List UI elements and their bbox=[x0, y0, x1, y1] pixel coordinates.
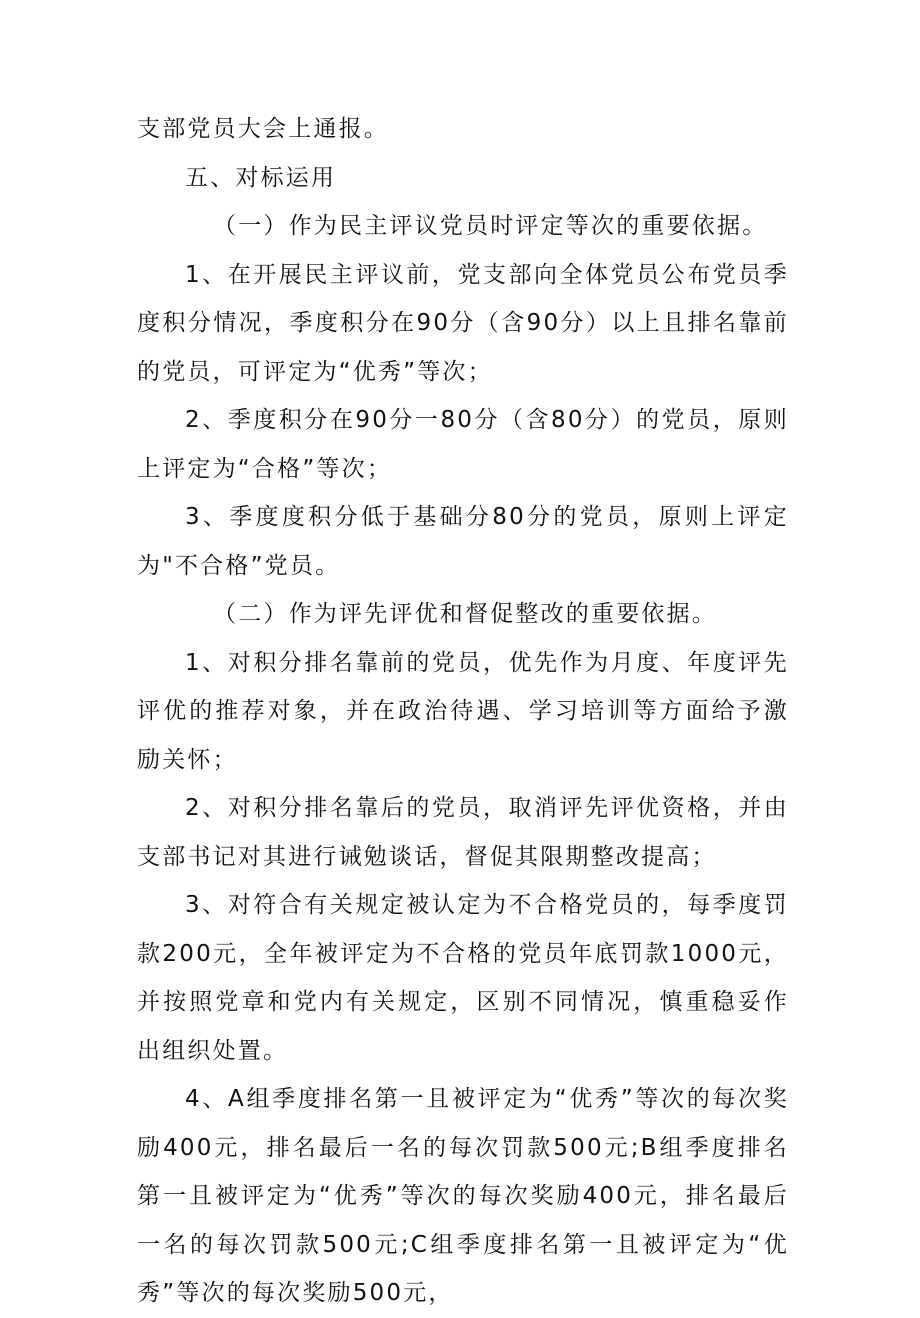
paragraph-item-1: 1、在开展民主评议前，党支部向全体党员公布党员季度积分情况，季度积分在90分（含90分）以上且排名靠前的党员，可评定为“优秀”等次； bbox=[137, 261, 789, 385]
paragraph-continuation: 支部党员大会上通报。 bbox=[137, 116, 389, 142]
paragraph-item-4b: 4、A组季度排名第一且被评定为“优秀”等次的每次奖励400元，排名最后一名的每次罚款500元;B组季度排名第一且被评定为“优秀”等次的每次奖励400元，排名最后一名的每次罚款500元;C组季度排名第一且被评定为“优秀”等次的每次奖励500元， bbox=[137, 1086, 789, 1306]
subsection-heading-one: （一）作为民主评议党员时评定等次的重要依据。 bbox=[213, 213, 768, 239]
subsection-heading-two: （二）作为评先评优和督促整改的重要依据。 bbox=[213, 601, 717, 627]
paragraph-item-1b: 1、对积分排名靠前的党员，优先作为月度、年度评先评优的推荐对象，并在政治待遇、学习培训等方面给予激励关怀； bbox=[137, 649, 789, 773]
document-body bbox=[137, 105, 789, 1318]
paragraph-item-3b: 3、对符合有关规定被认定为不合格党员的，每季度罚款200元，全年被评定为不合格的党员年底罚款1000元，并按照党章和党内有关规定，区别不同情况，慎重稳妥作出组织处置。 bbox=[137, 892, 789, 1064]
paragraph-item-3: 3、季度度积分低于基础分80分的党员，原则上评定为"不合格”党员。 bbox=[137, 504, 789, 579]
paragraph-item-2: 2、季度积分在90分一80分（含80分）的党员，原则上评定为“合格”等次； bbox=[137, 407, 789, 482]
section-heading-five: 五、对标运用 bbox=[185, 164, 337, 191]
paragraph-item-2b: 2、对积分排名靠后的党员，取消评先评优资格，并由支部书记对其进行诫勉谈话，督促其限期整改提高； bbox=[137, 795, 789, 870]
